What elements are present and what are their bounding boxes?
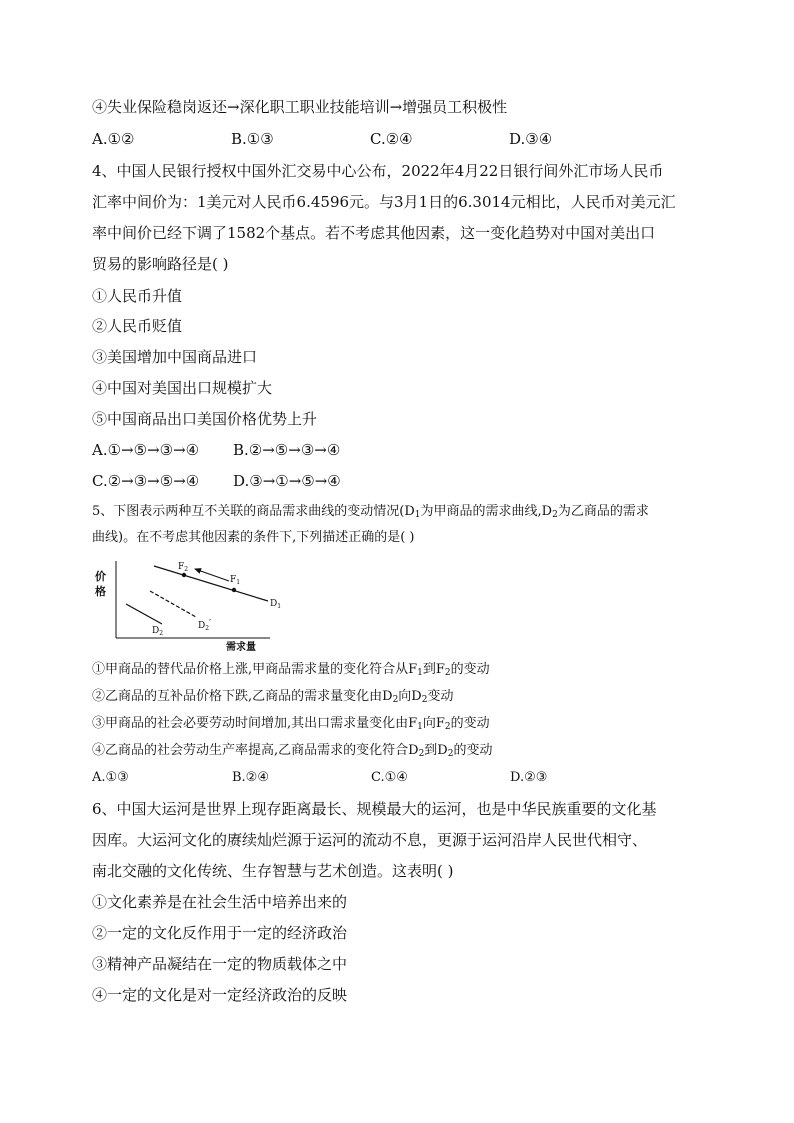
q6-item-4: ④一定的文化是对一定经济政治的反映 [92, 986, 348, 1004]
q5-stem-part: 为甲商品的需求曲线,D [420, 504, 553, 519]
d2-curve [126, 604, 162, 624]
q4-option-d: D.③→①→⑤→④ [233, 472, 341, 490]
d1-curve [154, 566, 268, 601]
q5-stem-line-1 [92, 502, 649, 525]
q4-item-5: ⑤中国商品出口美国价格优势上升 [92, 410, 318, 428]
q5-item-text: 向F [422, 716, 445, 731]
q6-stem-line-3: 南北交融的文化传统、生存智慧与艺术创造。这表明( ) [92, 862, 454, 880]
q4-option-a: A.①→⑤→③→④ [92, 441, 200, 459]
subscript: 2 [392, 695, 399, 705]
q5-item-3 [92, 714, 490, 737]
q5-option-a: A.①③ [92, 770, 129, 785]
subscript: 2 [552, 510, 558, 520]
label-f2: $F_2$ [178, 562, 189, 573]
q5-item-text: 到F [422, 662, 445, 677]
arrow-f1-to-f2 [195, 569, 229, 581]
q5-item-2 [92, 687, 453, 710]
subscript: 2 [421, 695, 428, 705]
q4-item-2: ②人民币贬值 [92, 317, 183, 335]
q4-stem-line-1: 4、中国人民银行授权中国外汇交易中心公布，2022年4月22日银行间外汇市场人民币 [92, 162, 664, 180]
q4-stem-line-2: 汇率中间价为：1美元对人民币6.4596元。与3月1日的6.3014元相比，人民币对美元汇 [92, 193, 676, 211]
q4-item-1: ①人民币升值 [92, 287, 183, 305]
q5-item-4 [92, 741, 492, 764]
q5-option-d: D.②③ [510, 770, 548, 785]
q5-item-1 [92, 660, 490, 683]
q5-item-text: ①甲商品的替代品价格上涨,甲商品需求量的变化符合从F [92, 662, 418, 677]
q5-item-text: ③甲商品的社会必要劳动时间增加,其出口需求量变化由F [92, 716, 418, 731]
q6-item-1: ①文化素养是在社会生活中培养出来的 [92, 893, 348, 911]
q6-stem-line-1: 6、中国大运河是世界上现存距离最长、规模最大的运河，也是中华民族重要的文化基 [92, 800, 657, 818]
subscript: 2 [444, 668, 451, 678]
subscript: 2 [418, 749, 425, 759]
subscript: 1 [414, 510, 421, 520]
subscript: 1 [417, 722, 423, 732]
subscript: 1 [417, 668, 423, 678]
label-d2-prime: $D_2'$ [198, 619, 212, 632]
d2-prime-curve [150, 591, 196, 617]
demand-curve-diagram [92, 558, 282, 654]
q3-item-4: ④失业保险稳岗返还→深化职工职业技能培训→增强员工积极性 [92, 98, 508, 116]
label-d1: $D_1$ [270, 599, 282, 610]
q5-item-text: ②乙商品的互补品价格下跌,乙商品的需求量变化由D [92, 689, 393, 704]
point-f1 [232, 588, 236, 592]
q3-option-b: B.①③ [231, 130, 274, 148]
q3-option-d: D.③④ [509, 130, 553, 148]
q5-stem-line-2: 曲线)。在不考虑其他因素的条件下,下列描述正确的是( ) [92, 530, 415, 545]
q5-item-text: ④乙商品的社会劳动生产率提高,乙商品需求的变化符合D [92, 743, 419, 758]
q5-item-text: 到D [424, 743, 448, 758]
q4-item-3: ③美国增加中国商品进口 [92, 348, 258, 366]
q3-option-c: C.②④ [370, 130, 413, 148]
q4-item-4: ④中国对美国出口规模扩大 [92, 379, 273, 397]
label-f1: $F_1$ [230, 575, 241, 586]
q5-item-text: 的变动 [450, 662, 490, 677]
q4-stem-line-3: 率中间价已经下调了1582个基点。若不考虑其他因素，这一变化趋势对中国对美出口 [92, 224, 656, 242]
y-axis-label-1: 价 [95, 570, 106, 583]
x-axis-label: 需求量 [226, 642, 256, 653]
q5-option-c: C.①④ [371, 770, 408, 785]
q3-option-a: A.①② [92, 130, 135, 148]
q5-stem-part: 5、下图表示两种互不关联的商品需求曲线的变动情况(D [92, 504, 415, 519]
y-axis-label-2: 格 [95, 585, 106, 598]
q5-option-b: B.②④ [232, 770, 269, 785]
q5-item-text: 向D [398, 689, 422, 704]
q6-stem-line-2: 因库。大运河文化的赓续灿烂源于运河的流动不息，更源于运河沿岸人民世代相守、 [92, 831, 648, 849]
q5-item-text: 的变动 [453, 743, 493, 758]
subscript: 2 [447, 749, 454, 759]
q4-option-b: B.②→⑤→③→④ [233, 441, 341, 459]
q4-stem-line-4: 贸易的影响路径是( ) [92, 255, 229, 273]
q5-item-text: 的变动 [450, 716, 490, 731]
q6-item-3: ③精神产品凝结在一定的物质载体之中 [92, 955, 348, 973]
q5-item-text: 变动 [427, 689, 454, 704]
subscript: 2 [444, 722, 451, 732]
q5-stem-part: 为乙商品的需求 [557, 504, 649, 519]
label-d2: $D_2$ [152, 626, 164, 637]
point-f2 [182, 573, 186, 577]
q6-item-2: ②一定的文化反作用于一定的经济政治 [92, 924, 348, 942]
q4-option-c: C.②→③→⑤→④ [92, 472, 200, 490]
